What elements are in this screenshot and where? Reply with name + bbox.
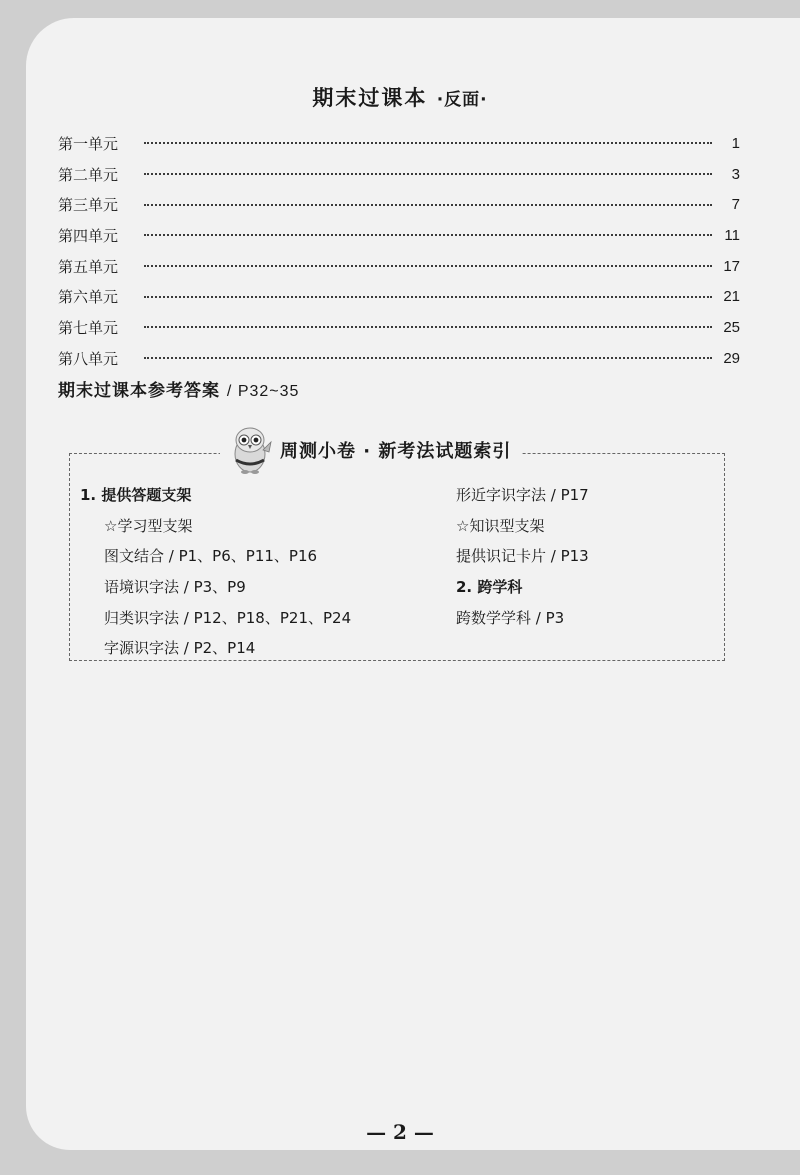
- index-heading: 2. 跨学科: [456, 578, 523, 597]
- index-left-column: [80, 480, 351, 664]
- toc-label: 第六单元: [58, 288, 119, 307]
- answer-ref: / P32~35: [226, 383, 300, 400]
- toc-label: 第四单元: [58, 226, 119, 245]
- toc-page: 25: [723, 318, 740, 336]
- answer-label: 期末过课本参考答案: [58, 381, 220, 401]
- index-header: [220, 424, 521, 476]
- toc-row[interactable]: [58, 343, 740, 374]
- toc-label: 第五单元: [58, 257, 119, 276]
- answer-key-link[interactable]: [58, 376, 299, 401]
- page-title: [0, 82, 800, 112]
- toc-leader: [144, 173, 712, 175]
- toc-row[interactable]: [58, 251, 740, 282]
- toc-leader: [144, 357, 712, 359]
- index-subheading: ☆学习型支架: [104, 516, 193, 535]
- toc-row[interactable]: [58, 159, 740, 190]
- page-number: — 2 —: [366, 1120, 434, 1144]
- toc-page: 21: [723, 288, 740, 306]
- index-item[interactable]: 提供识记卡片 / P13: [456, 547, 589, 566]
- toc-label: 第七单元: [58, 318, 119, 337]
- title-main: 期末过课本: [312, 86, 428, 110]
- index-item[interactable]: 跨数学学科 / P3: [456, 608, 565, 627]
- toc-row[interactable]: [58, 128, 740, 159]
- index-item[interactable]: 字源识字法 / P2、P14: [104, 639, 256, 658]
- toc-page: 1: [731, 134, 740, 152]
- toc-row[interactable]: [58, 220, 740, 251]
- index-right-column: [456, 480, 589, 633]
- toc-label: 第一单元: [58, 134, 119, 153]
- toc-page: 17: [723, 257, 740, 275]
- index-item[interactable]: 形近字识字法 / P17: [456, 486, 589, 504]
- title-sub: ·反面·: [436, 90, 488, 110]
- toc-page: 3: [731, 165, 740, 183]
- table-of-contents: [58, 128, 740, 374]
- toc-leader: [144, 326, 712, 328]
- index-item[interactable]: 语境识字法 / P3、P9: [104, 578, 246, 597]
- toc-leader: [144, 265, 712, 267]
- toc-leader: [144, 296, 712, 298]
- index-heading: 1. 提供答题支架: [80, 486, 192, 504]
- index-item[interactable]: 图文结合 / P1、P6、P11、P16: [104, 547, 318, 566]
- toc-label: 第二单元: [58, 165, 119, 184]
- toc-page: 7: [731, 196, 740, 214]
- toc-page: 11: [724, 226, 740, 244]
- toc-leader: [144, 234, 712, 236]
- toc-page: 29: [723, 349, 740, 367]
- toc-leader: [144, 204, 712, 206]
- toc-leader: [144, 142, 712, 144]
- toc-row[interactable]: [58, 312, 740, 343]
- index-title: 周测小卷 · 新考法试题索引: [280, 441, 512, 462]
- index-item[interactable]: 归类识字法 / P12、P18、P21、P24: [104, 608, 352, 627]
- toc-row[interactable]: [58, 189, 740, 220]
- index-subheading: ☆知识型支架: [456, 516, 545, 535]
- owl-mascot-icon: [230, 424, 272, 476]
- toc-label: 第八单元: [58, 349, 119, 368]
- index-box: [69, 441, 725, 661]
- toc-label: 第三单元: [58, 196, 119, 215]
- toc-row[interactable]: [58, 281, 740, 312]
